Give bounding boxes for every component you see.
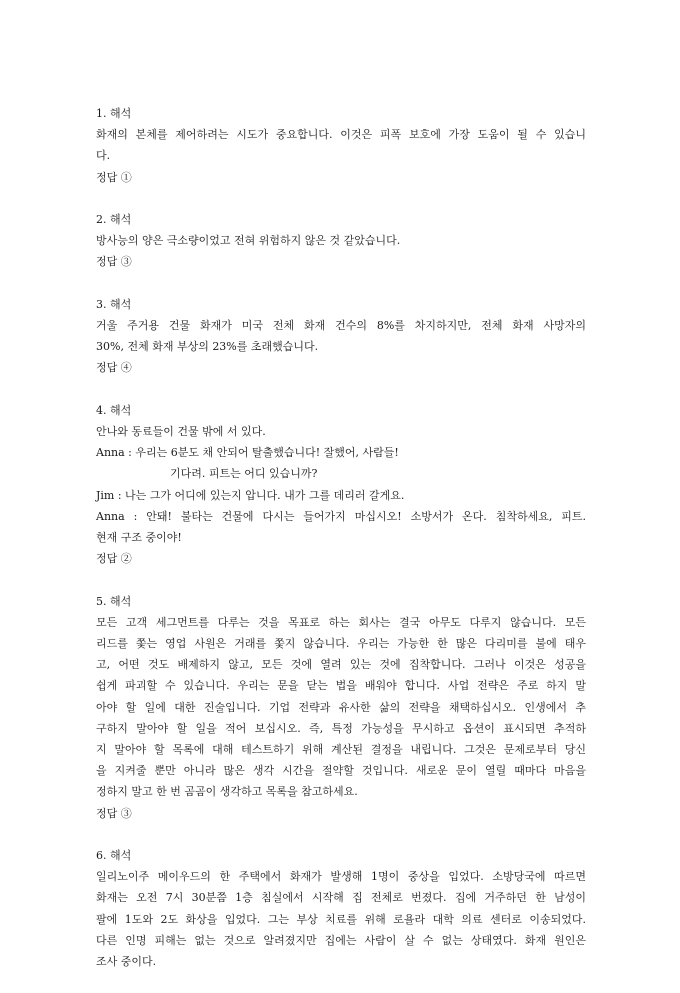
section-heading: 2. 해석 (96, 213, 132, 226)
body-line: 30%, 전체 화재 부상의 23%를 초래했습니다. (96, 340, 319, 354)
section-4 (96, 400, 586, 570)
answer-line: 정답 ③ (96, 255, 132, 269)
section-3 (96, 294, 586, 379)
body-line: 다. (96, 149, 111, 163)
body-line: 모든 고객 세그먼트를 다루는 것을 목표로 하는 회사는 결국 아무도 다루지 않습니다. 모든 (96, 615, 586, 629)
body-line: 정하지 말고 한 번 곰곰이 생각하고 목록을 참고하세요. (96, 785, 358, 799)
body-line: 방사능의 양은 극소량이었고 전혀 위험하지 않은 것 같았습니다. (96, 234, 401, 248)
body-line: 일리노이주 메이우드의 한 주택에서 화재가 발생해 1명이 중상을 입었다. 소방당국에 따르면 (96, 870, 586, 884)
body-line: 을 지켜줄 뿐만 아니라 많은 생각 시간을 절약할 것입니다. 새로운 문이 열릴 때마다 마음을 (96, 764, 586, 778)
body-line: 안나와 동료들이 건물 밖에 서 있다. (96, 425, 266, 438)
body-line: 쉽게 파괴할 수 있습니다. 우리는 문을 닫는 법을 배워야 합니다. 사업 전략은 주로 하지 말 (96, 679, 586, 693)
answer-line: 정답 ① (96, 170, 132, 184)
body-line: 거울 주거용 건물 화재가 미국 전체 화재 건수의 8%를 차지하지만, 전체 화재 사망자의 (96, 319, 586, 332)
dialogue-line: 현재 구조 중이야! (96, 531, 182, 545)
section-heading: 5. 해석 (96, 594, 132, 608)
body-line: 조사 중이다. (96, 955, 157, 969)
answer-line: 정답 ③ (96, 806, 132, 820)
body-line: 리드를 쫓는 영업 사원은 거래를 쫓지 않습니다. 우리는 가능한 한 많은 다리미를 불에 태우 (96, 637, 586, 651)
body-line: 고, 어떤 것도 배제하지 않고, 모든 것에 열려 있는 것에 집착합니다. 그러나 이것은 성공을 (96, 658, 586, 672)
body-line: 구하지 말아야 할 일을 적어 보십시오. 즉, 특정 가능성을 무시하고 옵션이 표시되면 추적하 (96, 721, 586, 735)
dialogue-line: Anna : 우리는 6분도 채 안되어 탈출했습니다! 잘했어, 사람들! (96, 446, 399, 460)
section-6 (96, 845, 586, 972)
section-heading: 6. 해석 (96, 849, 132, 863)
body-line: 아야 할 일에 대한 진술입니다. 기업 전략과 유사한 삶의 전략을 채택하십시오. 인생에서 추 (96, 700, 586, 714)
dialogue-line: 기다려. 피트는 어디 있습니까? (170, 467, 318, 481)
section-5 (96, 591, 586, 824)
section-1 (96, 103, 586, 188)
answer-line: 정답 ④ (96, 361, 132, 375)
body-line: 화재는 오전 7시 30분쯤 1층 침실에서 시작해 집 전체로 번졌다. 집에 거주하던 한 남성이 (96, 891, 586, 905)
section-heading: 4. 해석 (96, 403, 132, 417)
section-2 (96, 209, 586, 273)
dialogue-line: Jim : 나는 그가 어디에 있는지 압니다. 내가 그를 데리러 갈게요. (96, 488, 405, 502)
body-line: 팔에 1도와 2도 화상을 입었다. 그는 부상 치료를 위해 로욜라 대학 의료 센터로 이송되었다. (96, 912, 586, 926)
section-heading: 3. 해석 (96, 297, 132, 311)
answer-line: 정답 ② (96, 552, 132, 566)
section-heading: 1. 해석 (96, 107, 132, 120)
body-line: 지 말아야 할 목록에 대해 테스트하기 위해 계산된 결정을 내립니다. 그것은 문제로부터 당신 (96, 743, 586, 757)
dialogue-line: Anna : 안돼! 불타는 건물에 다시는 들어가지 마십시오! 소방서가 온다. 침착하세요, 피트. (96, 509, 586, 523)
body-line: 화재의 본체를 제어하려는 시도가 중요합니다. 이것은 피폭 보호에 가장 도움이 될 수 있습니 (96, 128, 586, 142)
body-line: 다른 인명 피해는 없는 것으로 알려졌지만 집에는 사람이 살 수 없는 상태였다. 화재 원인은 (96, 933, 586, 947)
document-body (96, 103, 586, 993)
